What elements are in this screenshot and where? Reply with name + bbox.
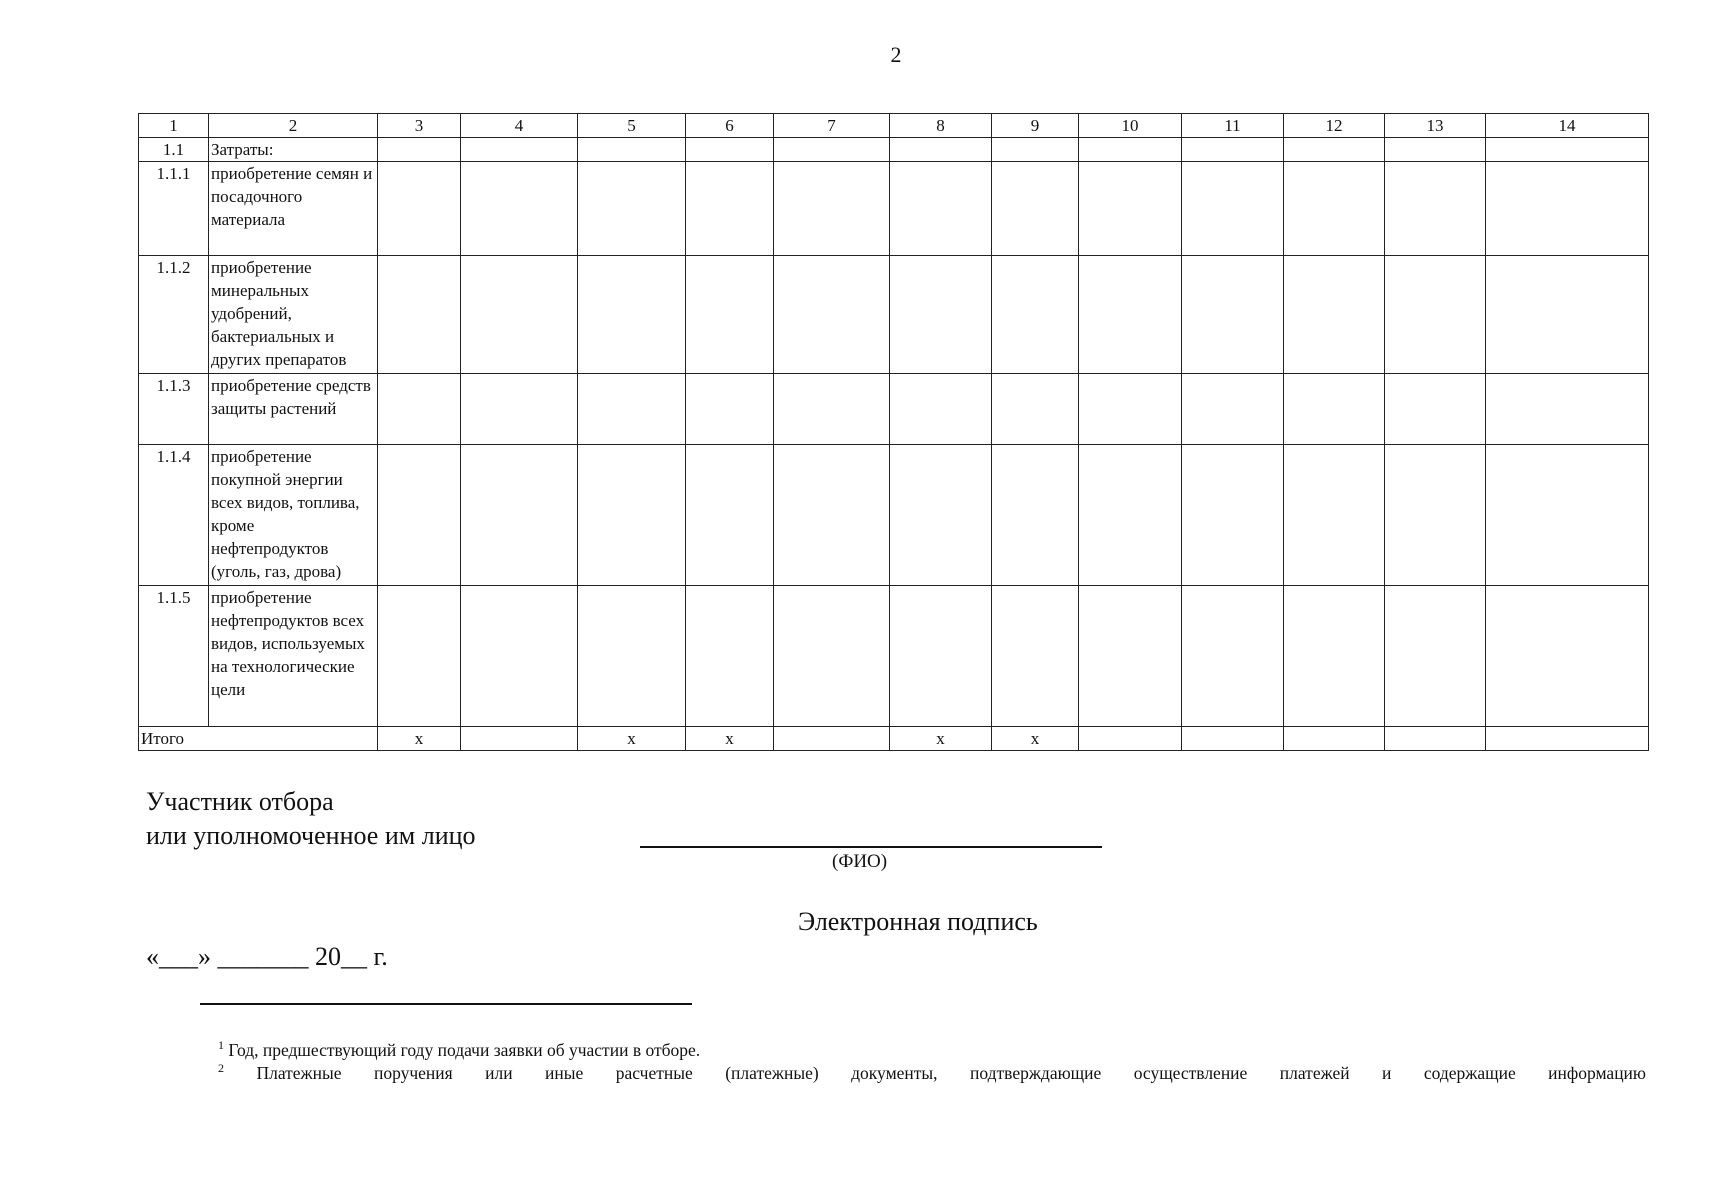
row-number: 1.1.1	[139, 162, 209, 256]
page-number: 2	[890, 42, 902, 67]
row-name: Затраты:	[209, 138, 378, 162]
total-mark: x	[890, 727, 992, 751]
column-number: 6	[686, 114, 774, 138]
row-name: приобретение семян и посадочного материала	[209, 162, 378, 256]
total-mark: x	[578, 727, 686, 751]
total-mark: x	[686, 727, 774, 751]
signature-block	[146, 785, 476, 853]
total-mark	[1182, 727, 1284, 751]
row-number: 1.1	[139, 138, 209, 162]
footnote-marker: 2	[218, 1061, 224, 1075]
total-mark	[774, 727, 890, 751]
column-number-row	[139, 114, 1649, 138]
table-row	[139, 586, 1649, 727]
fio-signature-line	[640, 846, 1102, 848]
row-number: 1.1.4	[139, 445, 209, 586]
row-number: 1.1.5	[139, 586, 209, 727]
column-number: 12	[1284, 114, 1385, 138]
total-mark	[461, 727, 578, 751]
total-mark	[1385, 727, 1486, 751]
table-row	[139, 162, 1649, 256]
total-mark: x	[992, 727, 1079, 751]
expenses-table	[138, 113, 1649, 751]
table-row	[139, 138, 1649, 162]
row-name: приобретение минеральных удобрений, бактериальных и других препаратов	[209, 256, 378, 374]
column-number: 13	[1385, 114, 1486, 138]
column-number: 4	[461, 114, 578, 138]
total-mark: x	[378, 727, 461, 751]
column-number: 1	[139, 114, 209, 138]
column-number: 7	[774, 114, 890, 138]
column-number: 2	[209, 114, 378, 138]
table-row	[139, 256, 1649, 374]
total-mark	[1284, 727, 1385, 751]
electronic-signature-label: Электронная подпись	[798, 907, 1038, 936]
column-number: 11	[1182, 114, 1284, 138]
table-row	[139, 445, 1649, 586]
date-line: «___» _______ 20__ г.	[146, 942, 388, 971]
signatory-label-line1: Участник отбора	[146, 787, 334, 816]
fio-caption: (ФИО)	[832, 851, 888, 872]
row-name: приобретение нефтепродуктов всех видов, используемых на технологические цели	[209, 586, 378, 727]
row-name: приобретение покупной энергии всех видов, топлива, кроме нефтепродуктов (уголь, газ, дрова)	[209, 445, 378, 586]
footnote-2	[218, 1061, 1646, 1084]
column-number: 9	[992, 114, 1079, 138]
footnote-text: Год, предшествующий году подачи заявки об участии в отборе.	[228, 1039, 701, 1060]
total-mark	[1079, 727, 1182, 751]
column-number: 14	[1486, 114, 1649, 138]
total-label: Итого	[139, 727, 378, 751]
footnote-divider	[200, 1003, 692, 1005]
row-name: приобретение средств защиты растений	[209, 374, 378, 445]
column-number: 10	[1079, 114, 1182, 138]
total-mark	[1486, 727, 1649, 751]
footnote-text: Платежные поручения или иные расчетные (платежные) документы, подтверждающие осуществление платежей и содержащие информацию	[256, 1062, 1646, 1083]
table-row	[139, 374, 1649, 445]
row-number: 1.1.3	[139, 374, 209, 445]
footnote-marker: 1	[218, 1038, 224, 1052]
footnote-1	[218, 1038, 700, 1061]
column-number: 3	[378, 114, 461, 138]
column-number: 5	[578, 114, 686, 138]
signatory-label-line2: или уполномоченное им лицо	[146, 821, 476, 850]
total-row	[139, 727, 1649, 751]
column-number: 8	[890, 114, 992, 138]
row-number: 1.1.2	[139, 256, 209, 374]
